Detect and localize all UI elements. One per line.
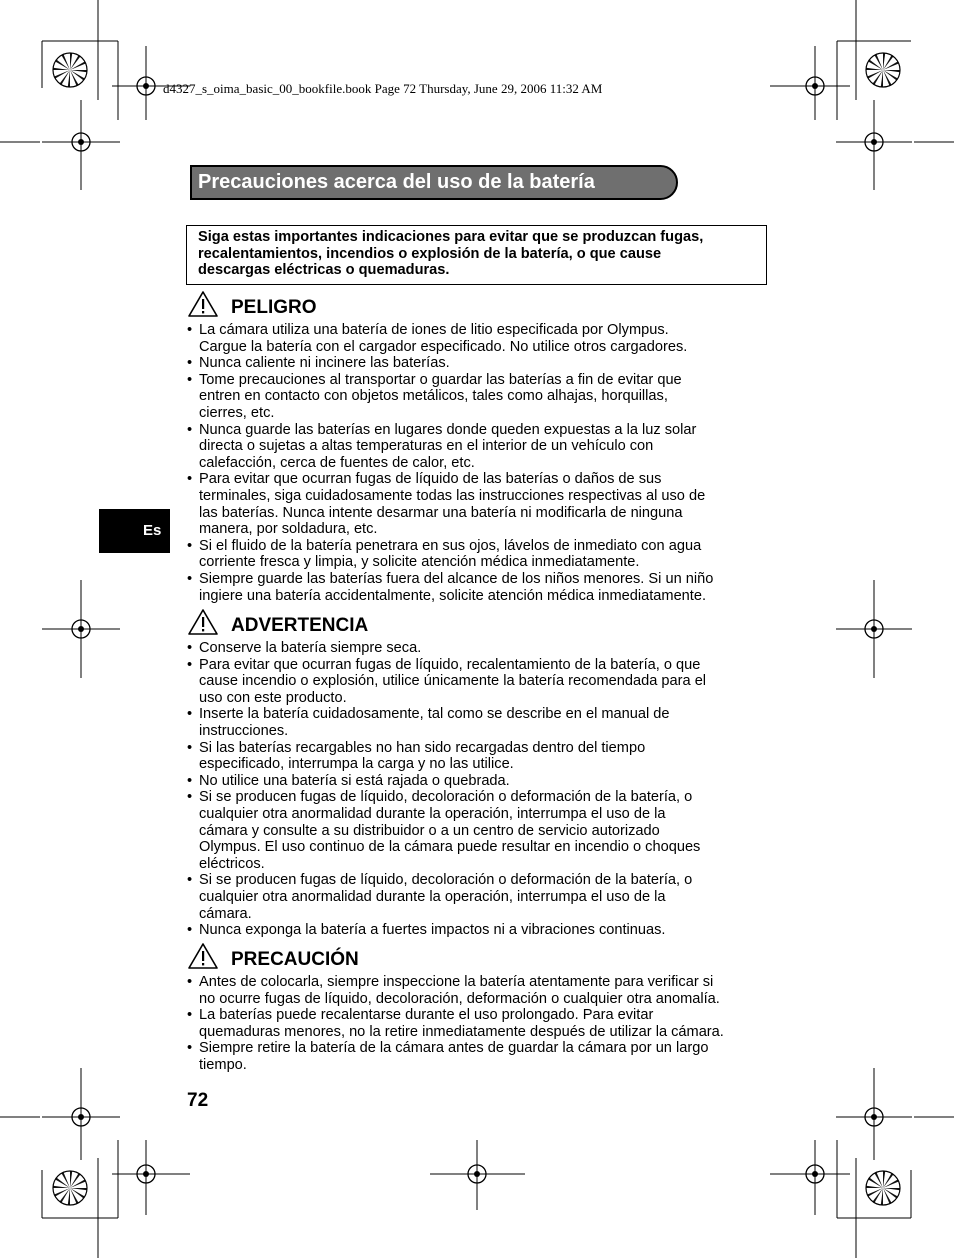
list-item (187, 640, 787, 657)
intro-notice-box (186, 225, 767, 285)
section-heading-label: PELIGRO (231, 297, 317, 318)
bullet-mark: • (187, 1007, 193, 1024)
bullet-mark: • (187, 537, 193, 554)
list-item (187, 571, 787, 604)
list-item-line: cierres, etc. (199, 404, 275, 421)
list-item-line: La baterías puede recalentarse durante el uso prolongado. Para evitar (199, 1007, 654, 1024)
list-item (187, 657, 787, 707)
list-item-line: calefacción, cerca de fuentes de calor, etc. (199, 454, 475, 471)
list-item-line: Antes de colocarla, siempre inspeccione la batería atentamente para verificar si (199, 974, 714, 990)
list-item (187, 974, 787, 1007)
list-item (187, 872, 787, 922)
list-item (187, 322, 787, 355)
bullet-mark: • (187, 322, 193, 338)
bullet-list (187, 974, 787, 1074)
page-number: 72 (187, 1090, 209, 1111)
bullet-mark: • (187, 789, 193, 806)
list-item-line: Para evitar que ocurran fugas de líquido, recalentamiento de la batería, o que (199, 656, 701, 673)
list-item-line: cualquier otra anormalidad durante la operación, interrumpa el uso de la (199, 888, 666, 905)
section-heading-label: PRECAUCIÓN (231, 949, 359, 970)
list-item-line: cause incendio o explosión, utilice únicamente la batería recomendada para el (199, 673, 707, 690)
list-item (187, 422, 787, 472)
list-item-line: las baterías. Nunca intente desarmar una batería ni modificarla de ninguna (199, 504, 683, 521)
list-item-line: cámara y consulte a su distribuidor o a un centro de servicio autorizado (199, 822, 660, 839)
list-item-line: Nunca guarde las baterías en lugares donde queden expuestas a la luz solar (199, 421, 697, 438)
bullet-mark: • (187, 739, 193, 756)
intro-line: recalentamientos, incendios o explosión de la batería, o que cause (198, 245, 662, 262)
list-item (187, 538, 787, 571)
list-item (187, 773, 787, 790)
list-item-line: cámara. (199, 905, 252, 922)
print-header-line: d4327_s_oima_basic_00_bookfile.book Page 72 Thursday, June 29, 2006 11:32 AM (163, 81, 603, 96)
list-item-line: La cámara utiliza una batería de iones de litio especificada por Olympus. (199, 322, 669, 338)
list-item-line: Si se producen fugas de líquido, decoloración o deformación de la batería, o (199, 872, 693, 889)
bullet-mark: • (187, 570, 193, 587)
list-item-line: Nunca exponga la batería a fuertes impactos ni a vibraciones continuas. (199, 922, 666, 939)
bullet-mark: • (187, 471, 193, 488)
list-item-line: Para evitar que ocurran fugas de líquido de las baterías o daños de sus (199, 471, 662, 488)
bullet-mark: • (187, 706, 193, 723)
bullet-mark: • (187, 922, 193, 939)
list-item-line: directa o sujetas a altas temperaturas en el interior de un vehículo con (199, 438, 654, 455)
list-item-line: Olympus. El uso continuo de la cámara puede resultar en incendio o choques (199, 839, 701, 856)
bullet-mark: • (187, 656, 193, 673)
language-tab-label: Es (143, 522, 162, 539)
section-heading-label: ADVERTENCIA (231, 615, 369, 636)
list-item-line: entren en contacto con objetos metálicos, tales como alhajas, horquillas, (199, 388, 668, 405)
list-item-line: Si el fluido de la batería penetrara en sus ojos, lávelos de inmediato con agua (199, 537, 702, 554)
list-item-line: Inserte la batería cuidadosamente, tal como se describe en el manual de (199, 706, 670, 723)
bullet-mark: • (187, 872, 193, 889)
list-item-line: Siempre retire la batería de la cámara antes de guardar la cámara por un largo (199, 1040, 709, 1057)
bullet-mark: • (187, 1040, 193, 1057)
warning-triangle-icon (187, 942, 219, 970)
list-item-line: terminales, siga cuidadosamente todas las instrucciones respectivas al uso de (199, 487, 706, 504)
list-item (187, 706, 787, 739)
list-item-line: tiempo. (199, 1056, 247, 1073)
list-item-line: corriente fresca y limpia, y solicite atención médica inmediatamente. (199, 554, 640, 571)
list-item (187, 355, 787, 372)
list-item-line: ingiere una batería accidentalmente, solicite atención médica inmediatamente. (199, 587, 707, 604)
list-item (187, 1040, 787, 1073)
list-item (187, 471, 787, 537)
bullet-mark: • (187, 371, 193, 388)
bullet-list (187, 322, 787, 604)
list-item-line: No utilice una batería si está rajada o quebrada. (199, 772, 510, 789)
list-item-line: Si se producen fugas de líquido, decoloración o deformación de la batería, o (199, 789, 693, 806)
list-item-line: especificado, interrumpa la carga y no las utilice. (199, 756, 514, 773)
list-item-line: Cargue la batería con el cargador especificado. No utilice otros cargadores. (199, 338, 688, 355)
warning-triangle-icon (187, 290, 219, 318)
bullet-list (187, 640, 787, 939)
registration-star-icon (866, 1171, 900, 1205)
list-item (187, 372, 787, 422)
intro-line: descargas eléctricas o quemaduras. (198, 262, 450, 279)
list-item-line: Conserve la batería siempre seca. (199, 640, 422, 656)
registration-star-icon (866, 53, 900, 87)
list-item-line: Siempre guarde las baterías fuera del alcance de los niños menores. Si un niño (199, 570, 714, 587)
bullet-mark: • (187, 772, 193, 789)
warning-triangle-icon (187, 608, 219, 636)
list-item-line: quemaduras menores, no la retire inmediatamente después de utilizar la cámara. (199, 1023, 724, 1040)
registration-star-icon (53, 1171, 87, 1205)
list-item-line: Nunca caliente ni incinere las baterías. (199, 355, 450, 372)
list-item-line: no ocurre fugas de líquido, decoloración, deformación o cualquier otra anomalía. (199, 990, 720, 1007)
list-item-line: cualquier otra anormalidad durante la operación, interrumpa el uso de la (199, 805, 666, 822)
language-tab (99, 509, 170, 553)
list-item-line: manera, por soldadura, etc. (199, 521, 378, 538)
list-item-line: eléctricos. (199, 855, 265, 872)
list-item (187, 789, 787, 872)
list-item-line: instrucciones. (199, 722, 289, 739)
list-item (187, 922, 787, 939)
page-title: Precauciones acerca del uso de la batería (198, 171, 595, 193)
bullet-mark: • (187, 974, 193, 990)
list-item-line: Tome precauciones al transportar o guardar las baterías a fin de evitar que (199, 371, 682, 388)
list-item (187, 740, 787, 773)
intro-line: Siga estas importantes indicaciones para evitar que se produzcan fugas, (198, 229, 704, 245)
bullet-mark: • (187, 640, 193, 656)
bullet-mark: • (187, 421, 193, 438)
list-item (187, 1007, 787, 1040)
registration-star-icon (53, 53, 87, 87)
list-item-line: Si las baterías recargables no han sido recargadas dentro del tiempo (199, 739, 646, 756)
list-item-line: uso con este producto. (199, 689, 347, 706)
bullet-mark: • (187, 355, 193, 372)
